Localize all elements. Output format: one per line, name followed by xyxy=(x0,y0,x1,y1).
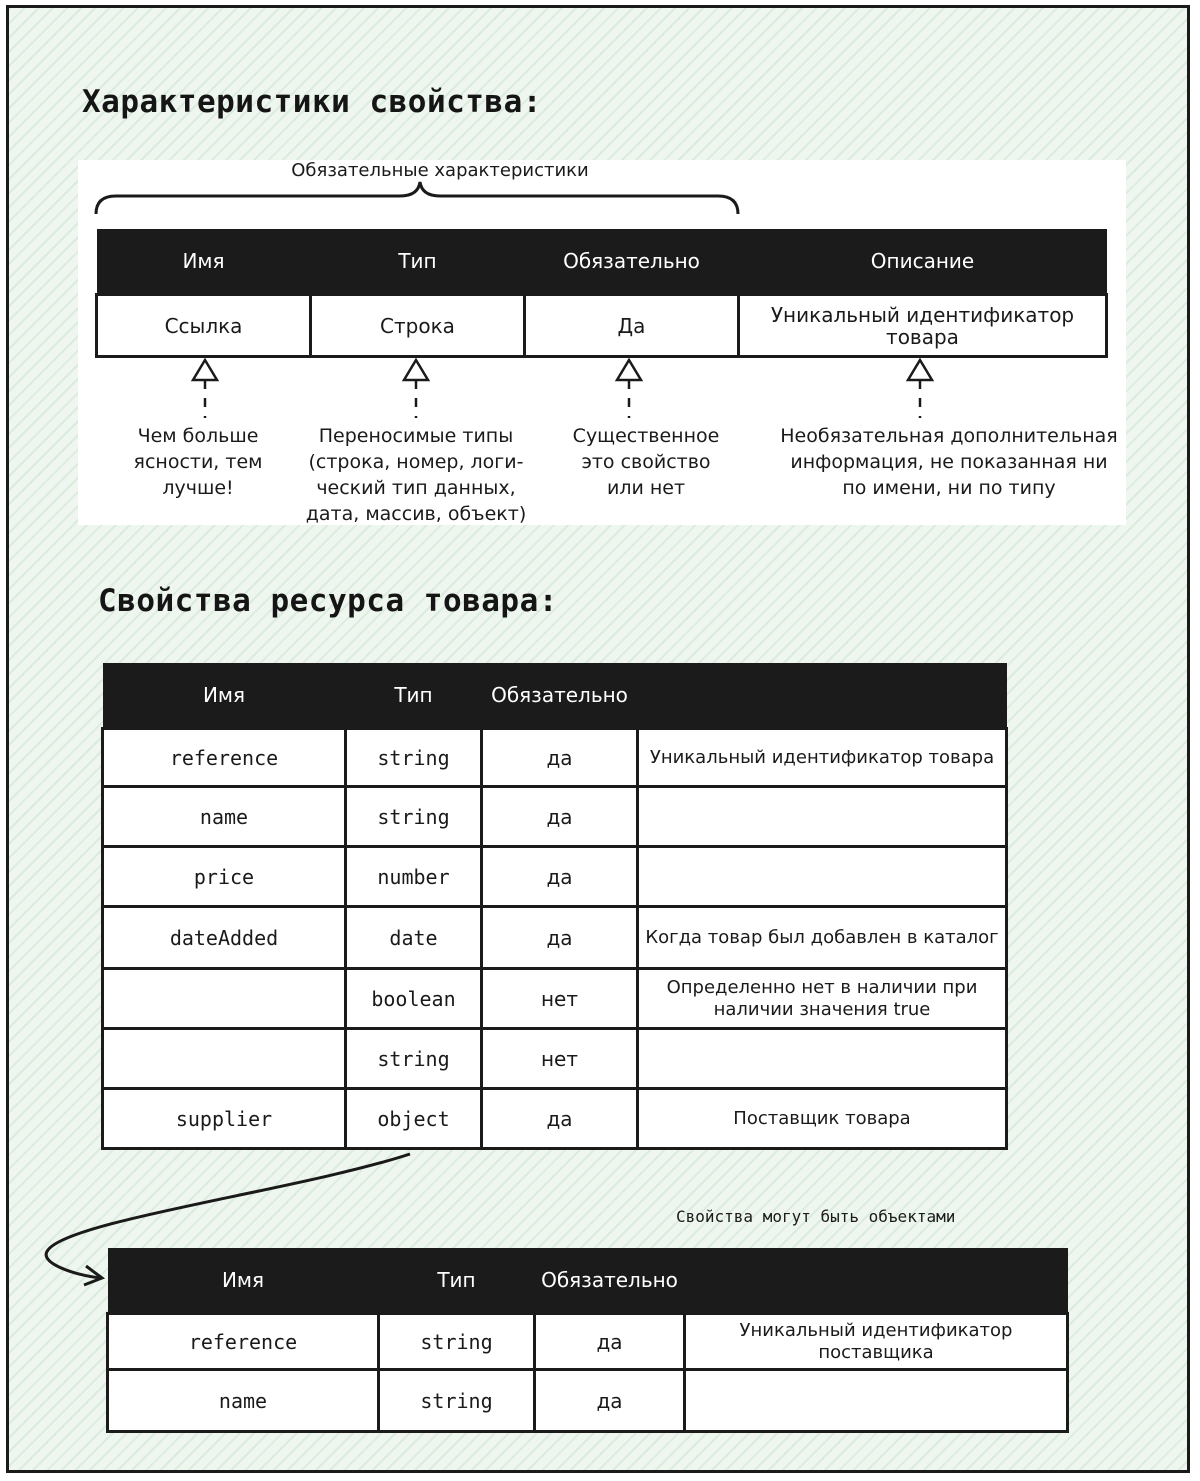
cell-required: да xyxy=(482,907,638,969)
note-required: Существенное это свойство или нет xyxy=(572,425,720,499)
cell-name: supplier xyxy=(103,1089,346,1149)
header-type: Тип xyxy=(379,1248,535,1314)
note-name: Чем больше ясности, тем лучше! xyxy=(133,425,263,499)
cell-name: name xyxy=(103,787,346,847)
cell-required: да xyxy=(535,1314,685,1370)
cell-name: reference xyxy=(108,1314,379,1370)
cell-type: string xyxy=(346,787,482,847)
cell-required: нет xyxy=(482,969,638,1029)
cell-required: да xyxy=(482,787,638,847)
example-name: Ссылка xyxy=(97,295,311,357)
cell-description: Поставщик товара xyxy=(638,1089,1007,1149)
section-title-characteristics: Характеристики свойства: xyxy=(82,84,542,120)
cell-type: string xyxy=(379,1314,535,1370)
cell-description: Когда товар был добавлен в каталог xyxy=(638,907,1007,969)
cell-name: name xyxy=(108,1370,379,1432)
inheritance-arrow-type xyxy=(404,360,428,418)
cell-name: dateAdded xyxy=(103,907,346,969)
inheritance-arrow-description xyxy=(908,360,932,418)
nested-object-caption: Свойства могут быть объектами xyxy=(676,1207,956,1226)
note-type: Переносимые типы (строка, номер, логи-ческий тип данных, дата, массив, объект) xyxy=(305,425,527,525)
header-name: Имя xyxy=(108,1248,379,1314)
cell-type: string xyxy=(379,1370,535,1432)
header-required: Обязательно xyxy=(482,663,638,729)
cell-required: да xyxy=(482,729,638,787)
header-type: Тип xyxy=(311,229,525,295)
cell-required: да xyxy=(535,1370,685,1432)
header-type: Тип xyxy=(346,663,482,729)
cell-name: reference xyxy=(103,729,346,787)
header-required: Обязательно xyxy=(535,1248,685,1314)
cell-type: number xyxy=(346,847,482,907)
cell-description: Определенно нет в наличии при наличии значения true xyxy=(638,969,1007,1029)
cell-name: price xyxy=(103,847,346,907)
cell-description: Уникальный идентификатор товара xyxy=(638,729,1007,787)
cell-required: нет xyxy=(482,1029,638,1089)
header-required: Обязательно xyxy=(525,229,739,295)
header-name: Имя xyxy=(97,229,311,295)
cell-type: boolean xyxy=(346,969,482,1029)
cell-description: Уникальный идентификатор поставщика xyxy=(685,1314,1068,1370)
cell-type: string xyxy=(346,1029,482,1089)
inheritance-arrow-required xyxy=(617,360,641,418)
example-description: Уникальный идентификатор товара xyxy=(739,295,1107,357)
cell-required: да xyxy=(482,1089,638,1149)
note-description: Необязательная дополнительная информация, не показанная ни по имени, ни по типу xyxy=(780,425,1118,499)
header-name: Имя xyxy=(103,663,346,729)
example-type: Строка xyxy=(311,295,525,357)
required-group-label: Обязательные характеристики xyxy=(291,160,589,181)
inheritance-arrow-name xyxy=(193,360,217,418)
cell-type: date xyxy=(346,907,482,969)
header-description: Описание xyxy=(739,229,1107,295)
cell-required: да xyxy=(482,847,638,907)
cell-type: string xyxy=(346,729,482,787)
example-required: Да xyxy=(525,295,739,357)
section-title-product: Свойства ресурса товара: xyxy=(98,583,558,619)
cell-type: object xyxy=(346,1089,482,1149)
required-brace xyxy=(96,182,738,214)
object-to-table-arrow xyxy=(46,1154,410,1285)
